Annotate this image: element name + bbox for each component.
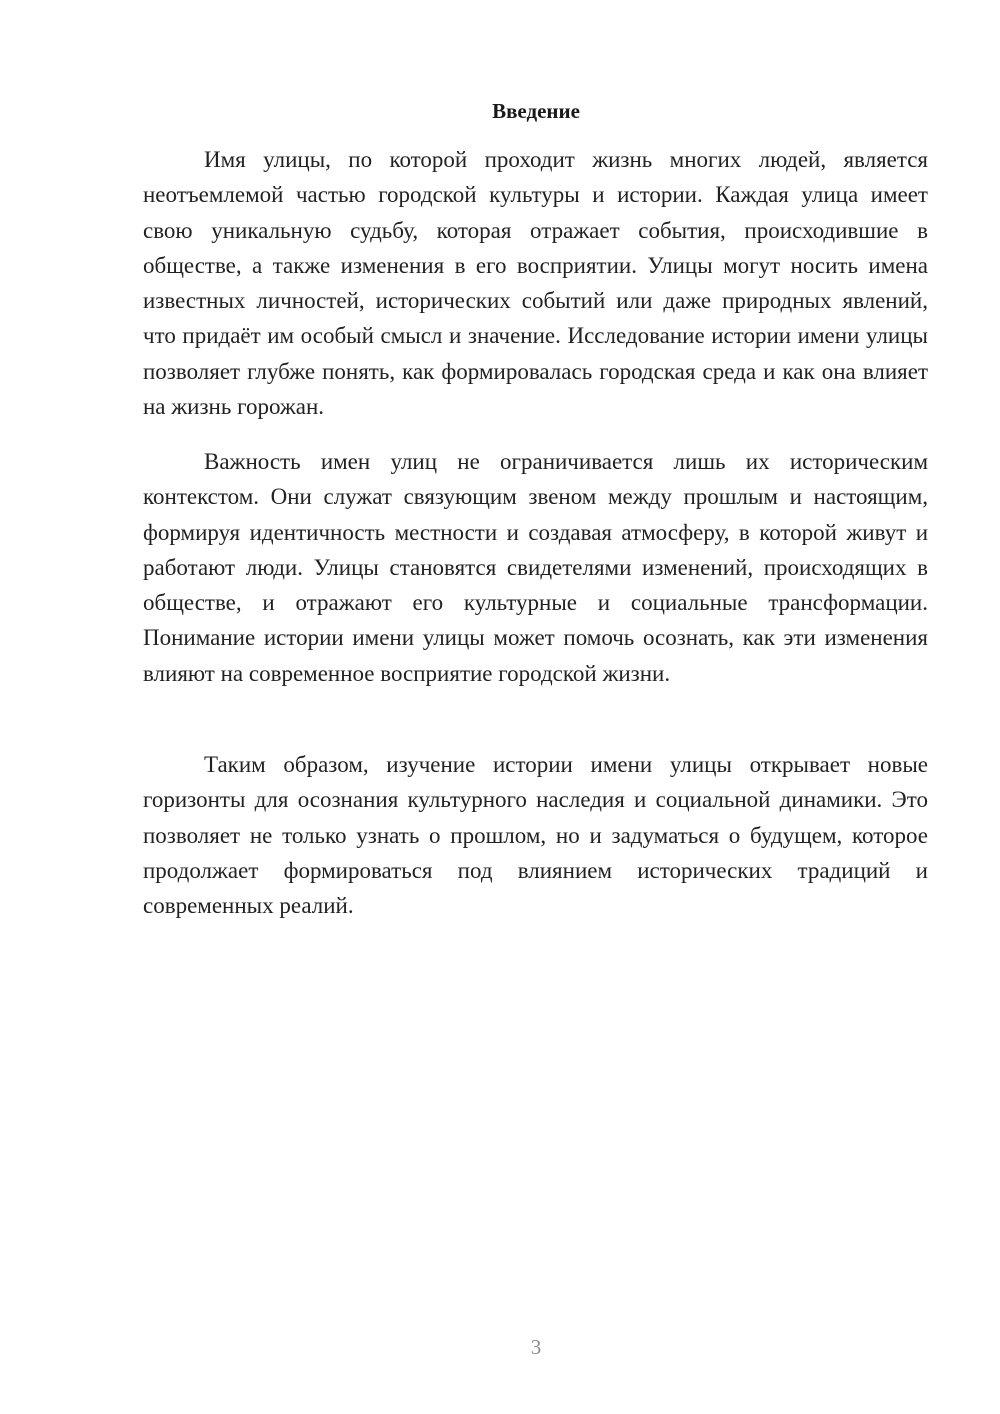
paragraph-1: Имя улицы, по которой проходит жизнь многих людей, является неотъемлемой частью городской культуры и истории. Каждая улица имеет свою уникальную судьбу, которая отражает события, происходившие в обществе, а также изменения в его восприятии. Улицы могут носить имена известных личностей, исторических событий или даже природных явлений, что придаёт им особый смысл и значение. Исследование истории имени улицы позволяет глубже понять, как формировалась городская среда и как она влияет на жизнь горожан. xyxy=(143,147,928,420)
paragraph-3: Таким образом, изучение истории имени улицы открывает новые горизонты для осознания культурного наследия и социальной динамики. Это позволяет не только узнать о прошлом, но и задуматься о будущем, которое продолжает формироваться под влиянием исторических традиций и современных реалий. xyxy=(143,752,928,919)
page-title: Введение xyxy=(492,99,580,123)
paragraph-2: Важность имен улиц не ограничивается лишь их историческим контекстом. Они служат связующим звеном между прошлым и настоящим, формируя идентичность местности и создавая атмосферу, в которой живут и работают люди. Улицы становятся свидетелями изменений, происходящих в обществе, и отражают его культурные и социальные трансформации. Понимание истории имени улицы может помочь осознать, как эти изменения влияют на современное восприятие городской жизни. xyxy=(143,449,928,686)
page-number: 3 xyxy=(530,1335,542,1359)
